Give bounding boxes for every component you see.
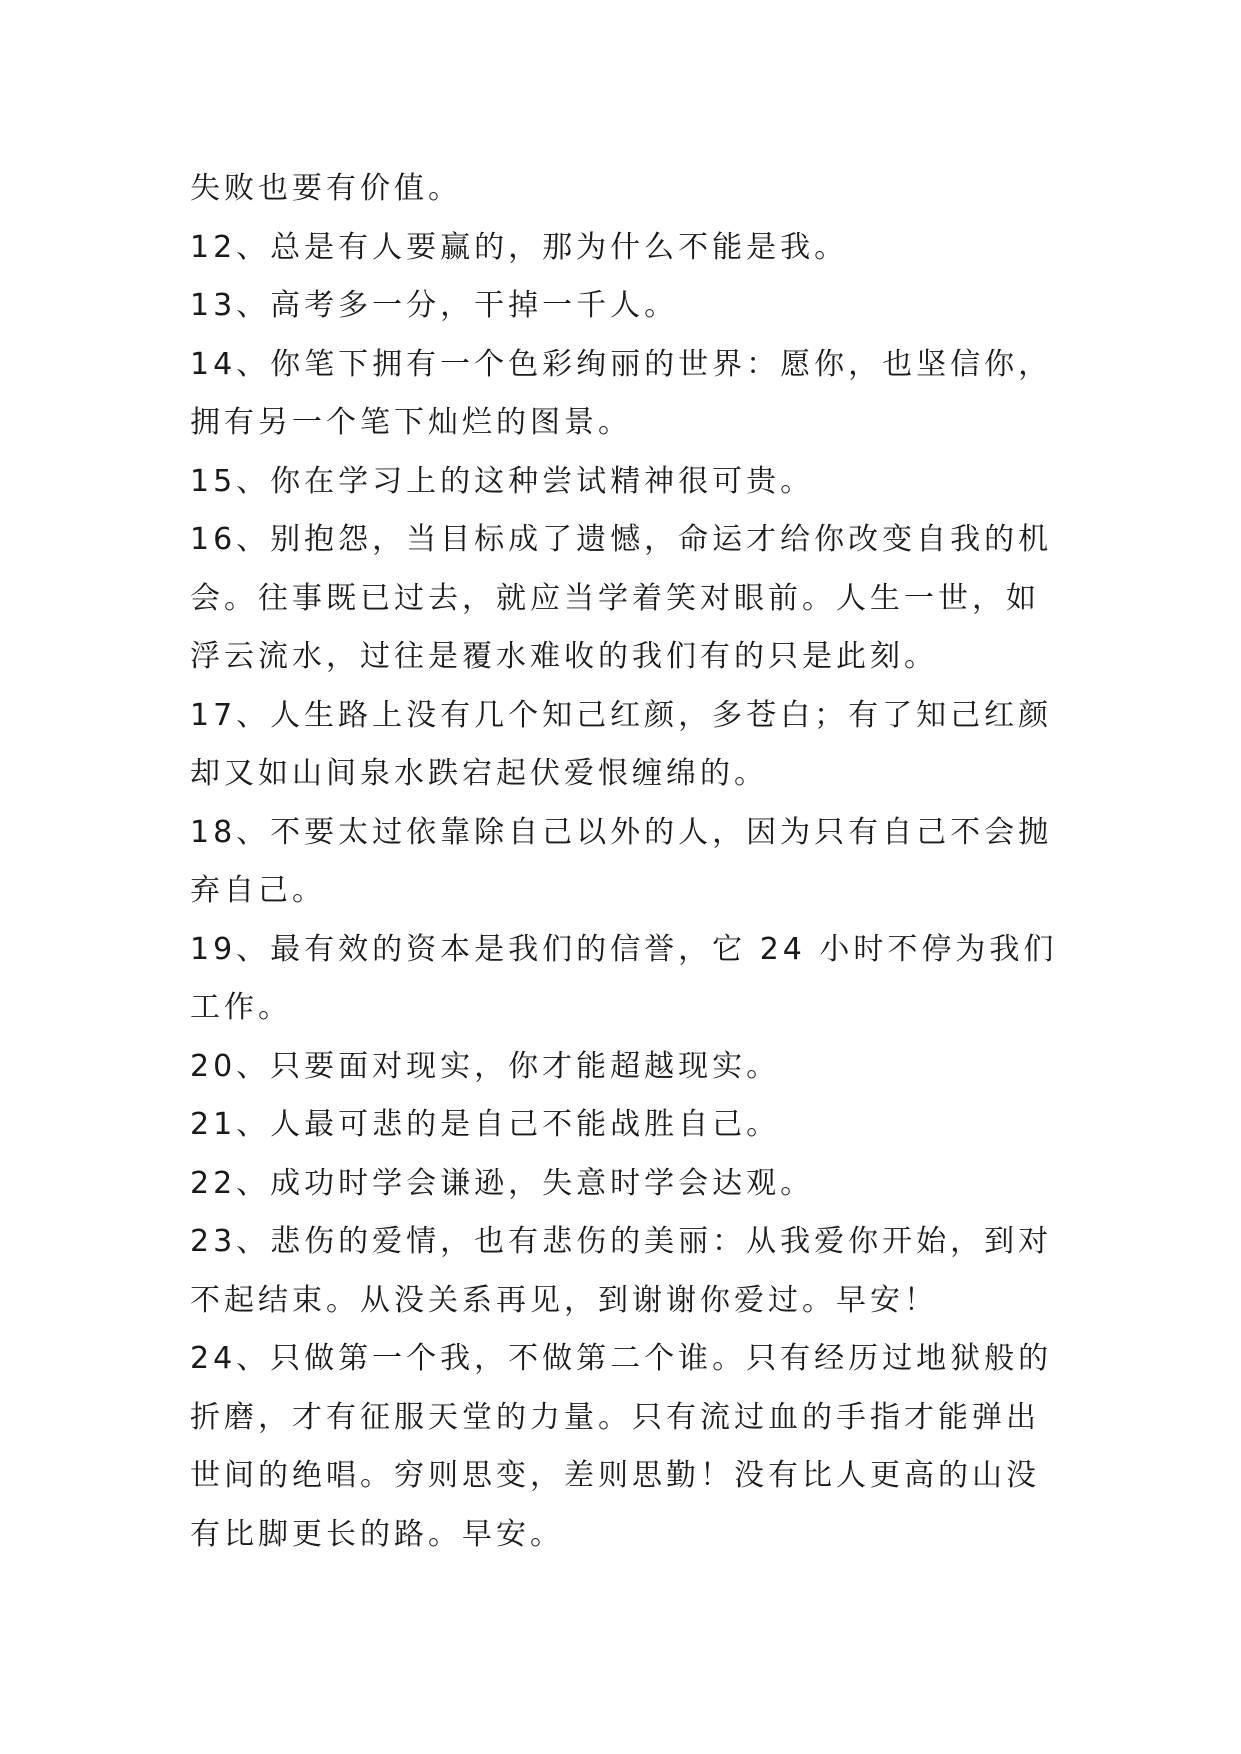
quote-17: 17、人生路上没有几个知己红颜，多苍白；有了知己红颜却又如山间泉水跌宕起伏爱恨缠绵的。 bbox=[190, 697, 1053, 791]
document-body bbox=[190, 160, 1060, 1564]
quote-14: 14、你笔下拥有一个色彩绚丽的世界：愿你，也坚信你，拥有另一个笔下灿烂的图景。 bbox=[190, 346, 1053, 440]
paragraph-continuation: 失败也要有价值。 bbox=[190, 171, 462, 206]
quote-13: 13、高考多一分，干掉一千人。 bbox=[190, 288, 679, 323]
quote-16: 16、别抱怨，当目标成了遗憾，命运才给你改变自我的机会。往事既已过去，就应当学着笑对眼前。人生一世，如浮云流水，过往是覆水难收的我们有的只是此刻。 bbox=[190, 522, 1053, 674]
quote-22: 22、成功时学会谦逊，失意时学会达观。 bbox=[190, 1165, 815, 1201]
quote-19: 19、最有效的资本是我们的信誉，它 24 小时不停为我们工作。 bbox=[190, 931, 1058, 1025]
quote-12: 12、总是有人要赢的，那为什么不能是我。 bbox=[190, 229, 849, 265]
quote-20: 20、只要面对现实，你才能超越现实。 bbox=[190, 1048, 781, 1084]
quote-23: 23、悲伤的爱情，也有悲伤的美丽：从我爱你开始，到对不起结束。从没关系再见，到谢谢你爱过。早安！ bbox=[190, 1224, 1053, 1318]
quote-24: 24、只做第一个我，不做第二个谁。只有经历过地狱般的折磨，才有征服天堂的力量。只有流过血的手指才能弹出世间的绝唱。穷则思变，差则思勤！没有比人更高的山没有比脚更长的路。早安。 bbox=[190, 1341, 1053, 1552]
quote-18: 18、不要太过依靠除自己以外的人，因为只有自己不会抛弃自己。 bbox=[190, 814, 1053, 908]
quote-15: 15、你在学习上的这种尝试精神很可贵。 bbox=[190, 463, 815, 499]
quote-21: 21、人最可悲的是自己不能战胜自己。 bbox=[190, 1107, 781, 1142]
